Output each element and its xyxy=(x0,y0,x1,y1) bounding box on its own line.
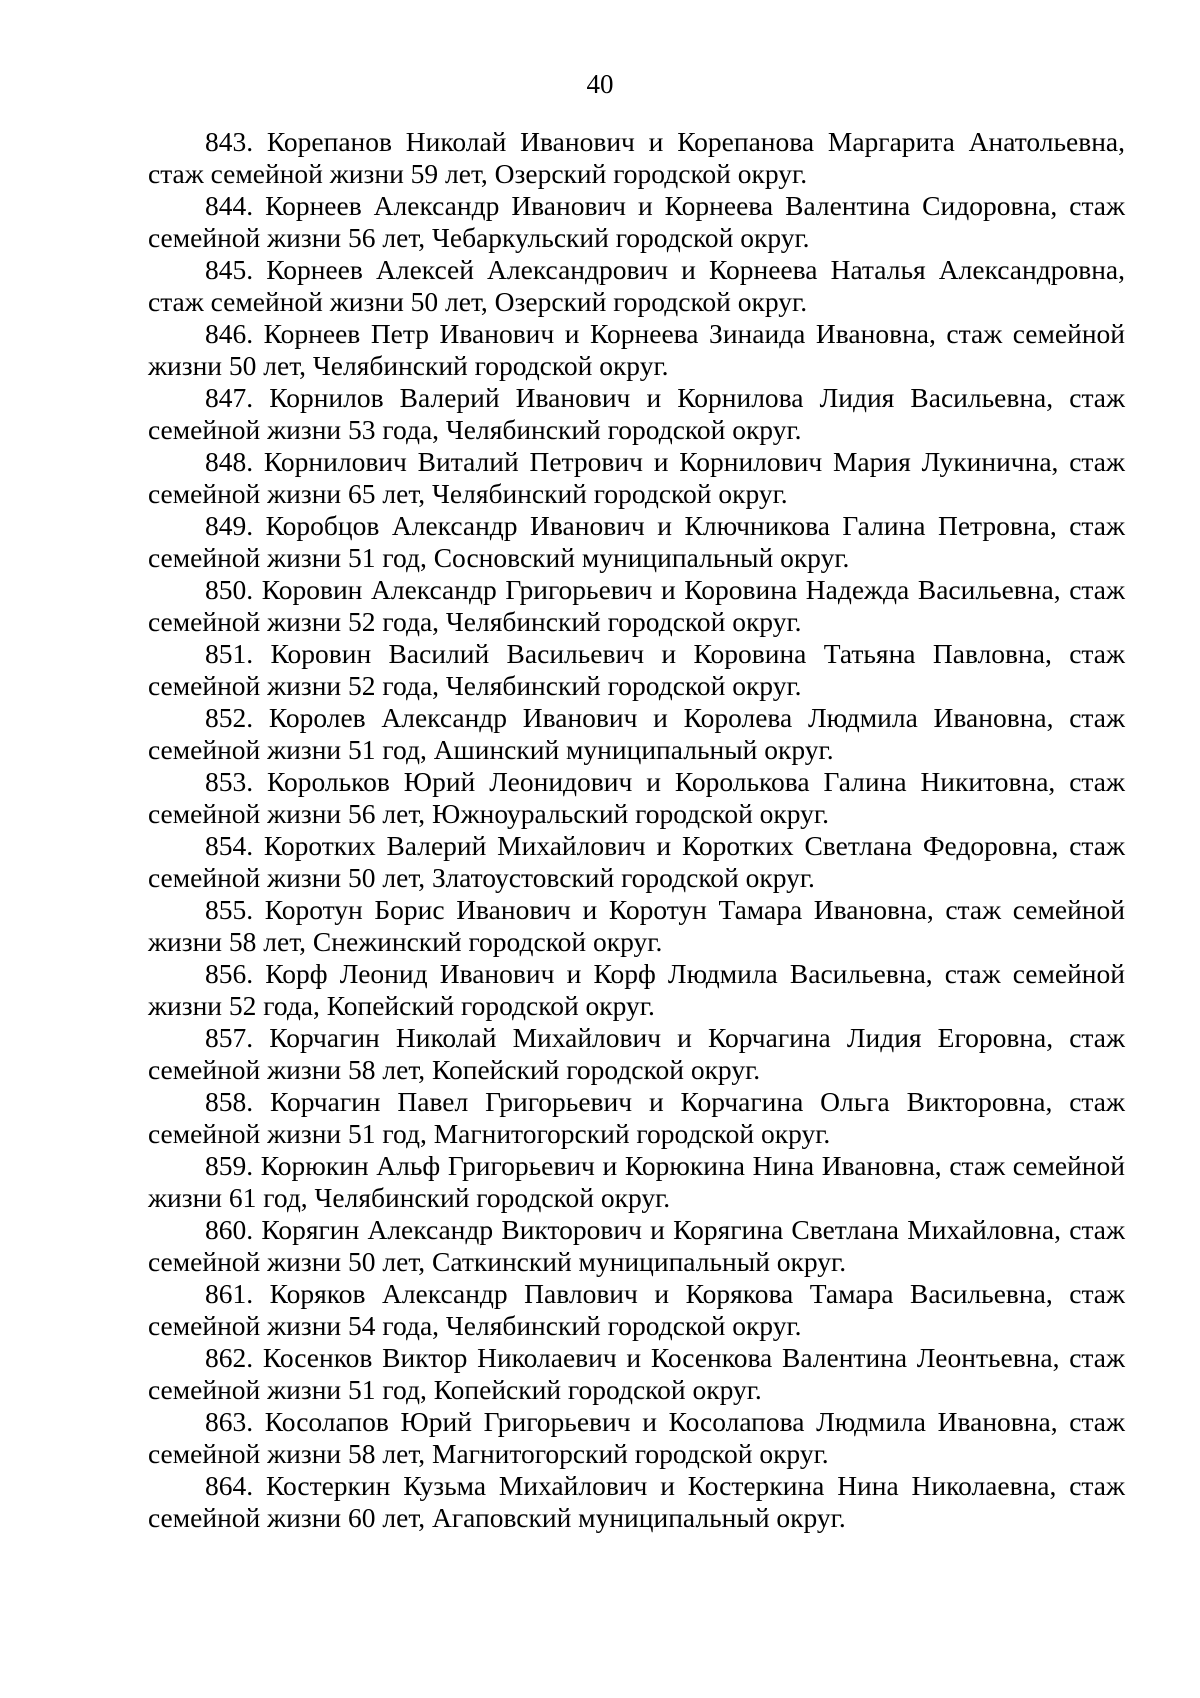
list-item: 860. Корягин Александр Викторович и Корягина Светлана Михайловна, стаж семейной жизни 50 лет, Саткинский муниципальный округ. xyxy=(148,1214,1125,1277)
list-item: 853. Корольков Юрий Леонидович и Королькова Галина Никитовна, стаж семейной жизни 56 лет, Южноуральский городской округ. xyxy=(148,766,1125,829)
list-item: 858. Корчагин Павел Григорьевич и Корчагина Ольга Викторовна, стаж семейной жизни 51 год, Магнитогорский городской округ. xyxy=(148,1086,1125,1149)
list-item: 854. Коротких Валерий Михайлович и Коротких Светлана Федоровна, стаж семейной жизни 50 лет, Златоустовский городской округ. xyxy=(148,830,1125,893)
page-number: 40 xyxy=(586,69,614,99)
list-item: 847. Корнилов Валерий Иванович и Корнилова Лидия Васильевна, стаж семейной жизни 53 года, Челябинский городской округ. xyxy=(148,382,1125,445)
list-item: 845. Корнеев Алексей Александрович и Корнеева Наталья Александровна, стаж семейной жизни 50 лет, Озерский городской округ. xyxy=(148,254,1125,317)
list-item: 843. Корепанов Николай Иванович и Корепанова Маргарита Анатольевна, стаж семейной жизни 59 лет, Озерский городской округ. xyxy=(148,126,1125,189)
list-item: 849. Коробцов Александр Иванович и Ключникова Галина Петровна, стаж семейной жизни 51 год, Сосновский муниципальный округ. xyxy=(148,510,1125,573)
list-item: 859. Корюкин Альф Григорьевич и Корюкина Нина Ивановна, стаж семейной жизни 61 год, Челябинский городской округ. xyxy=(148,1150,1125,1213)
list-item: 864. Костеркин Кузьма Михайлович и Костеркина Нина Николаевна, стаж семейной жизни 60 лет, Агаповский муниципальный округ. xyxy=(148,1470,1125,1533)
list-item: 856. Корф Леонид Иванович и Корф Людмила Васильевна, стаж семейной жизни 52 года, Копейский городской округ. xyxy=(148,958,1125,1021)
list-item: 848. Корнилович Виталий Петрович и Корнилович Мария Лукинична, стаж семейной жизни 65 лет, Челябинский городской округ. xyxy=(148,446,1125,509)
list-item: 846. Корнеев Петр Иванович и Корнеева Зинаида Ивановна, стаж семейной жизни 50 лет, Челябинский городской округ. xyxy=(148,318,1125,381)
list-item: 851. Коровин Василий Васильевич и Коровина Татьяна Павловна, стаж семейной жизни 52 года, Челябинский городской округ. xyxy=(148,638,1125,701)
list-item: 857. Корчагин Николай Михайлович и Корчагина Лидия Егоровна, стаж семейной жизни 58 лет, Копейский городской округ. xyxy=(148,1022,1125,1085)
list-item: 844. Корнеев Александр Иванович и Корнеева Валентина Сидоровна, стаж семейной жизни 56 лет, Чебаркульский городской округ. xyxy=(148,190,1125,253)
list-item: 855. Коротун Борис Иванович и Коротун Тамара Ивановна, стаж семейной жизни 58 лет, Снежинский городской округ. xyxy=(148,894,1125,957)
list-item: 862. Косенков Виктор Николаевич и Косенкова Валентина Леонтьевна, стаж семейной жизни 51 год, Копейский городской округ. xyxy=(148,1342,1125,1405)
entry-list xyxy=(148,126,1125,1534)
list-item: 863. Косолапов Юрий Григорьевич и Косолапова Людмила Ивановна, стаж семейной жизни 58 лет, Магнитогорский городской округ. xyxy=(148,1406,1125,1469)
list-item: 861. Коряков Александр Павлович и Корякова Тамара Васильевна, стаж семейной жизни 54 года, Челябинский городской округ. xyxy=(148,1278,1125,1341)
list-item: 852. Королев Александр Иванович и Королева Людмила Ивановна, стаж семейной жизни 51 год, Ашинский муниципальный округ. xyxy=(148,702,1125,765)
list-item: 850. Коровин Александр Григорьевич и Коровина Надежда Васильевна, стаж семейной жизни 52 года, Челябинский городской округ. xyxy=(148,574,1125,637)
